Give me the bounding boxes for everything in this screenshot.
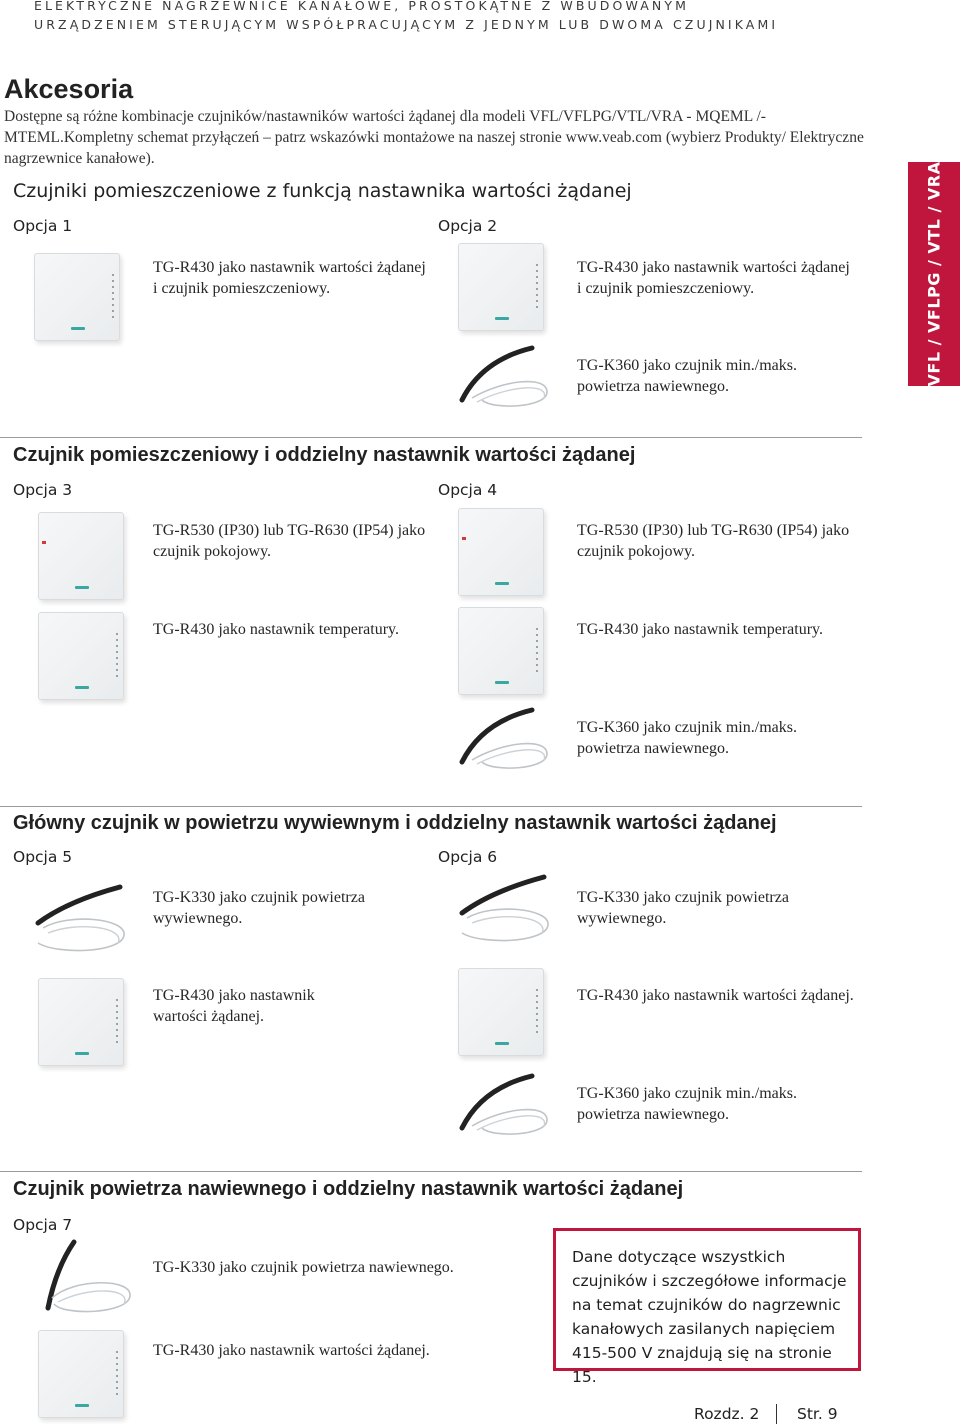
info-note-box <box>553 1228 861 1386</box>
tg-r530-device-image <box>458 508 544 596</box>
option-2-text-1: TG-R430 jako nastawnik wartości żądanej i czujnik pomieszczeniowy. <box>577 259 850 297</box>
tg-r430-device-image <box>34 253 120 341</box>
header-line-1: ELEKTRYCZNE NAGRZEWNICE KANAŁOWE, PROSTOKĄTNE Z WBUDOWANYM <box>34 0 689 13</box>
option-6-text-3: TG-K360 jako czujnik min./maks. powietrza nawiewnego. <box>577 1085 797 1123</box>
option-3-text-1: TG-R530 (IP30) lub TG-R630 (IP54) jako czujnik pokojowy. <box>153 522 426 560</box>
option-7-label: Opcja 7 <box>13 1216 73 1234</box>
side-tab <box>908 162 960 386</box>
option-4-text-3: TG-K360 jako czujnik min./maks. powietrza nawiewnego. <box>577 719 797 757</box>
tg-k360-sensor-image <box>452 340 552 412</box>
option-5-text-2: TG-R430 jako nastawnik wartości żądanej. <box>153 987 315 1025</box>
chapter-number: Rozdz. 2 <box>694 1405 760 1423</box>
header-line-2: URZĄDZENIEM STERUJĄCYM WSPÓŁPRACUJĄCYM Z JEDNYM LUB DWOMA CZUJNIKAMI <box>34 17 779 32</box>
option-6-label: Opcja 6 <box>438 848 498 866</box>
tg-r430-device-image <box>38 978 124 1066</box>
option-1-label: Opcja 1 <box>13 217 73 235</box>
option-6-text-1: TG-K330 jako czujnik powietrza wywiewnego. <box>577 889 789 927</box>
tg-k360-sensor-image <box>452 1068 552 1140</box>
info-note-text: Dane dotyczące wszystkich czujników i szczegółowe informacje na temat czujników do nagrzewnic kanałowych zasilanych napięciem 415-500 V znajdują się na stronie 15. <box>572 1248 847 1386</box>
tg-k330-sensor-image <box>28 883 128 955</box>
tg-k360-sensor-image <box>452 702 552 774</box>
tg-k330-sensor-image <box>452 873 552 945</box>
option-6-text-2: TG-R430 jako nastawnik wartości żądanej. <box>577 987 854 1004</box>
tg-r430-device-image <box>458 968 544 1056</box>
footer-separator <box>776 1404 777 1424</box>
tg-k330-sensor-image <box>34 1238 134 1318</box>
option-3-text-2: TG-R430 jako nastawnik temperatury. <box>153 621 400 638</box>
option-3-label: Opcja 3 <box>13 481 73 499</box>
option-5-text-1: TG-K330 jako czujnik powietrza wywiewnego. <box>153 889 365 927</box>
option-2-text-2: TG-K360 jako czujnik min./maks. powietrza nawiewnego. <box>577 357 797 395</box>
option-7-text-2: TG-R430 jako nastawnik wartości żądanej. <box>153 1342 430 1359</box>
option-5-label: Opcja 5 <box>13 848 73 866</box>
section-divider <box>0 1171 862 1172</box>
tg-r430-device-image <box>38 612 124 700</box>
section-title-1: Czujniki pomieszczeniowe z funkcją nastawnika wartości żądanej <box>13 180 632 202</box>
tg-r430-device-image <box>38 1330 124 1418</box>
section-divider <box>0 806 862 807</box>
option-4-text-1: TG-R530 (IP30) lub TG-R630 (IP54) jako czujnik pokojowy. <box>577 522 850 560</box>
option-2-label: Opcja 2 <box>438 217 498 235</box>
option-4-text-2: TG-R430 jako nastawnik temperatury. <box>577 621 824 638</box>
section-title-4: Czujnik powietrza nawiewnego i oddzielny nastawnik wartości żądanej <box>13 1178 684 1200</box>
section-divider <box>0 437 862 438</box>
page-title: Akcesoria <box>4 74 134 104</box>
tg-r430-device-image <box>458 243 544 331</box>
section-title-2: Czujnik pomieszczeniowy i oddzielny nastawnik wartości żądanej <box>13 444 636 466</box>
intro-paragraph: Dostępne są różne kombinacje czujników/nastawników wartości żądanej dla modeli VFL/VFLPG/VTL/VRA - MQEML /- MTEML.Kompletny schemat przyłączeń – patrz wskazówki montażowe na naszej stronie www.veab.com (wybierz Produkty/ Elektryczne nagrzewnice kanałowe). <box>4 108 864 167</box>
option-4-label: Opcja 4 <box>438 481 498 499</box>
tg-r530-device-image <box>38 512 124 600</box>
side-tab-label: VFL / VFLPG / VTL / VRA <box>924 161 944 387</box>
tg-r430-device-image <box>458 607 544 695</box>
option-7-text-1: TG-K330 jako czujnik powietrza nawiewnego. <box>153 1259 454 1276</box>
section-title-3: Główny czujnik w powietrzu wywiewnym i oddzielny nastawnik wartości żądanej <box>13 812 777 834</box>
page-number: Str. 9 <box>797 1405 838 1423</box>
option-1-text-1: TG-R430 jako nastawnik wartości żądanej i czujnik pomieszczeniowy. <box>153 259 426 297</box>
